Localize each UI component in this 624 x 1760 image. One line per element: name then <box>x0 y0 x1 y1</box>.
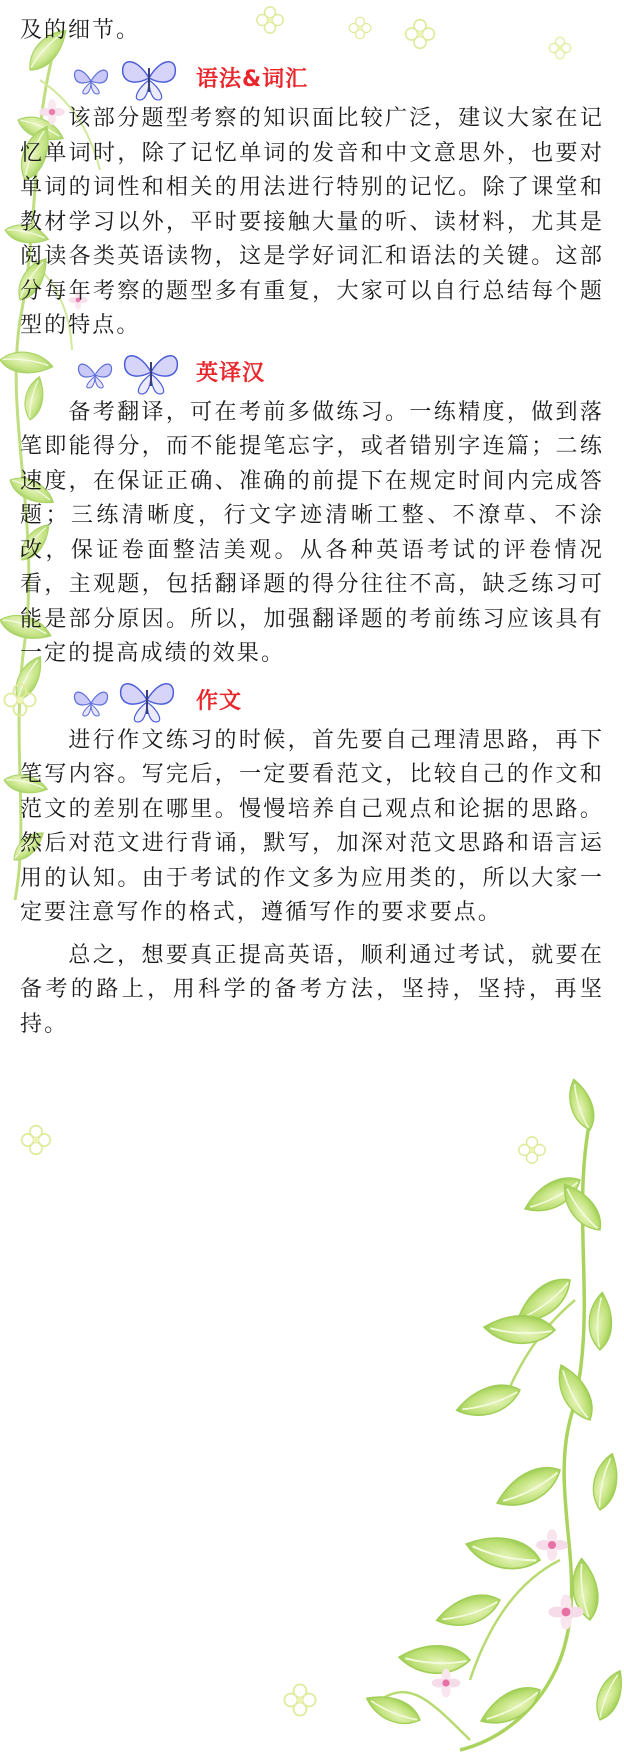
section-paragraph-grammar: 该部分题型考察的知识面比较广泛，建议大家在记忆单词时，除了记忆单词的发音和中文意思外，也要对单词的词性和相关的用法进行特别的记忆。除了课堂和教材学习以外，平时要接触大量的听、读材料，尤其是阅读各类英语读物，这是学好词汇和语法的关键。这部分每年考察的题型多有重复，大家可以自行总结每个题型的特点。 <box>20 106 604 338</box>
section-header-writing <box>20 678 604 720</box>
butterfly-icon <box>76 360 114 390</box>
article-body <box>20 14 604 1048</box>
section-heading-translation: 英译汉 <box>196 360 266 386</box>
section-heading-writing: 作文 <box>196 688 243 714</box>
butterfly-icon <box>120 350 182 396</box>
section-header-translation <box>20 350 604 392</box>
butterfly-icon <box>72 688 110 718</box>
section-paragraph-writing: 进行作文练习的时候，首先要自己理清思路，再下笔写内容。写完后，一定要看范文，比较自己的作文和范文的差别在哪里。慢慢培养自己观点和论据的思路。然后对范文进行背诵，默写，加深对范文思路和语言运用的认知。由于考试的作文多为应用类的，所以大家一定要注意写作的格式，遵循写作的要求要点。 <box>20 727 604 925</box>
section-heading-grammar: 语法&词汇 <box>196 67 309 92</box>
butterfly-icon <box>116 678 178 724</box>
top-fragment-text: 及的细节。 <box>20 18 141 43</box>
closing-paragraph: 总之，想要真正提高英语，顺利通过考试，就要在备考的路上，用科学的备考方法，坚持，坚持，再坚持。 <box>20 942 604 1037</box>
butterfly-icon <box>118 56 180 102</box>
butterfly-icon <box>72 66 110 96</box>
section-paragraph-translation: 备考翻译，可在考前多做练习。一练精度，做到落笔即能得分，而不能提笔忘字，或者错别字连篇；二练速度，在保证正确、准确的前提下在规定时间内完成答题；三练清晰度，行文字迹清晰工整、不潦草、不涂改，保证卷面整洁美观。从各种英语考试的评卷情况看，主观题，包括翻译题的得分往往不高，缺乏练习可能是部分原因。所以，加强翻译题的考前练习应该具有一定的提高成绩的效果。 <box>20 399 604 666</box>
section-header-grammar <box>20 56 604 98</box>
